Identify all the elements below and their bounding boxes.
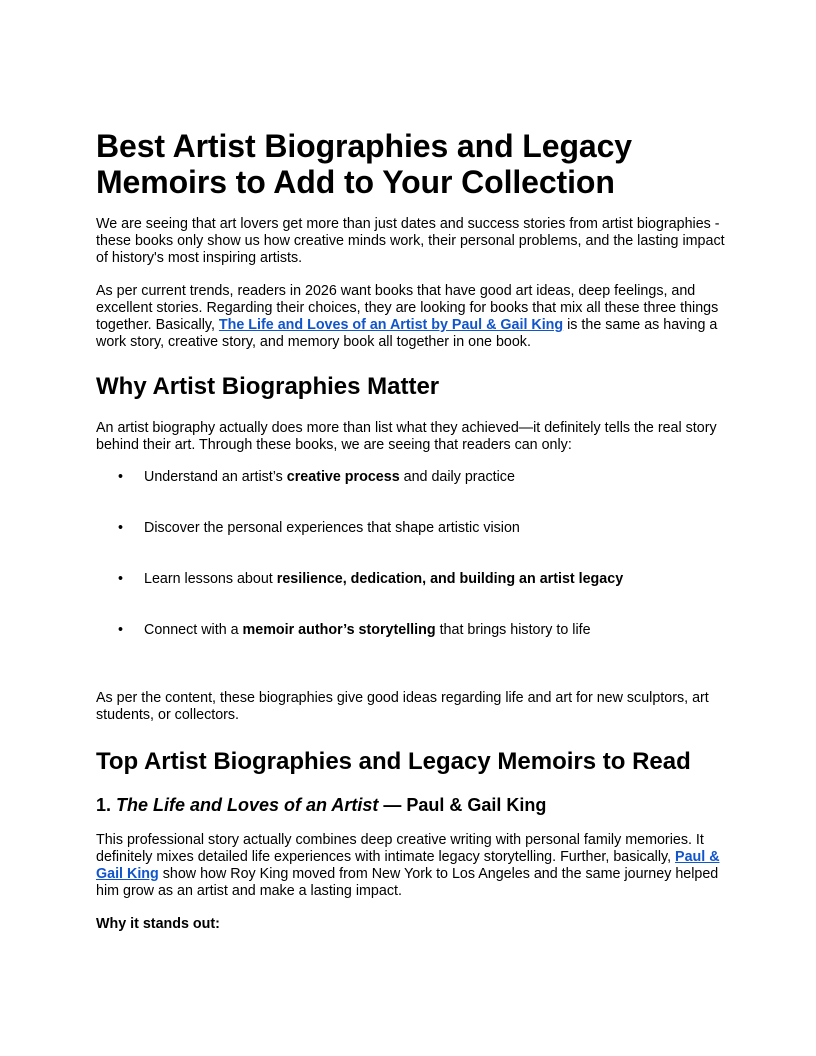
why-paragraph: An artist biography actually does more than list what they achieved—it definitely tells the real story behind their art. Through these books, we are seeing that readers can only: — [96, 420, 717, 453]
bold-text: creative process — [286, 469, 400, 485]
bold-text: memoir author’s storytelling — [242, 622, 436, 638]
book-1-author: — Paul & Gail King — [378, 795, 547, 815]
intro-paragraph: We are seeing that art lovers get more than just dates and success stories from artist biographies - these books only show us how creative minds work, their personal problems, and the lasting impact of history's most inspiring artists. — [96, 216, 725, 266]
list-item: • Connect with a memoir author’s storytelling that brings history to life — [118, 622, 591, 638]
trends-text-after: is the same as having a work story, creative story, and memory book all together in one book. — [96, 317, 718, 350]
list-item: • Learn lessons about resilience, dedication, and building an artist legacy — [118, 571, 624, 587]
title-line-1: Best Artist Biographies and Legacy — [96, 128, 632, 164]
list-item: • Understand an artist’s creative process and daily practice — [118, 469, 515, 485]
bullet-icon: • — [118, 469, 124, 485]
book-link-life-and-loves[interactable]: The Life and Loves of an Artist by Paul & Gail King — [218, 317, 564, 333]
bold-text: resilience, dedication, and building an artist legacy — [276, 571, 624, 587]
bullet-icon: • — [118, 622, 124, 638]
document-page — [96, 128, 736, 933]
section-heading-top: Top Artist Biographies and Legacy Memoirs to Read — [96, 748, 691, 775]
section-heading-why: Why Artist Biographies Matter — [96, 373, 440, 400]
bullet-icon: • — [118, 571, 124, 587]
title-line-2: Memoirs to Add to Your Collection — [96, 164, 615, 200]
book-1-title: The Life and Loves of an Artist — [116, 795, 379, 815]
page-title — [96, 128, 736, 200]
trends-paragraph — [96, 283, 736, 351]
author-link-paul-gail-king[interactable]: Paul & Gail King — [96, 849, 720, 882]
why-closing-paragraph: As per the content, these biographies give good ideas regarding life and art for new sculptors, art students, or collectors. — [96, 690, 709, 723]
why-it-stands-out-label: Why it stands out: — [96, 916, 220, 932]
why-bullet-list — [96, 469, 736, 639]
book-1-heading: 1. The Life and Loves of an Artist — Paul & Gail King — [96, 795, 547, 815]
bullet-icon: • — [118, 520, 124, 536]
list-item: • Discover the personal experiences that shape artistic vision — [118, 520, 520, 536]
book-1-paragraph: This professional story actually combines deep creative writing with personal family memories. It definitely mixes detailed life experiences with intimate legacy storytelling. Further, basically, Paul & Gail King show how Roy King moved from New York to Los Angeles and the same journey helped him grow as an artist and make a lasting impact. — [96, 832, 720, 899]
trends-text-before: As per current trends, readers in 2026 want books that have good art ideas, deep feelings, and excellent stories. Regarding their choices, they are looking for books that mix all these three things together. Basically, — [96, 283, 719, 333]
